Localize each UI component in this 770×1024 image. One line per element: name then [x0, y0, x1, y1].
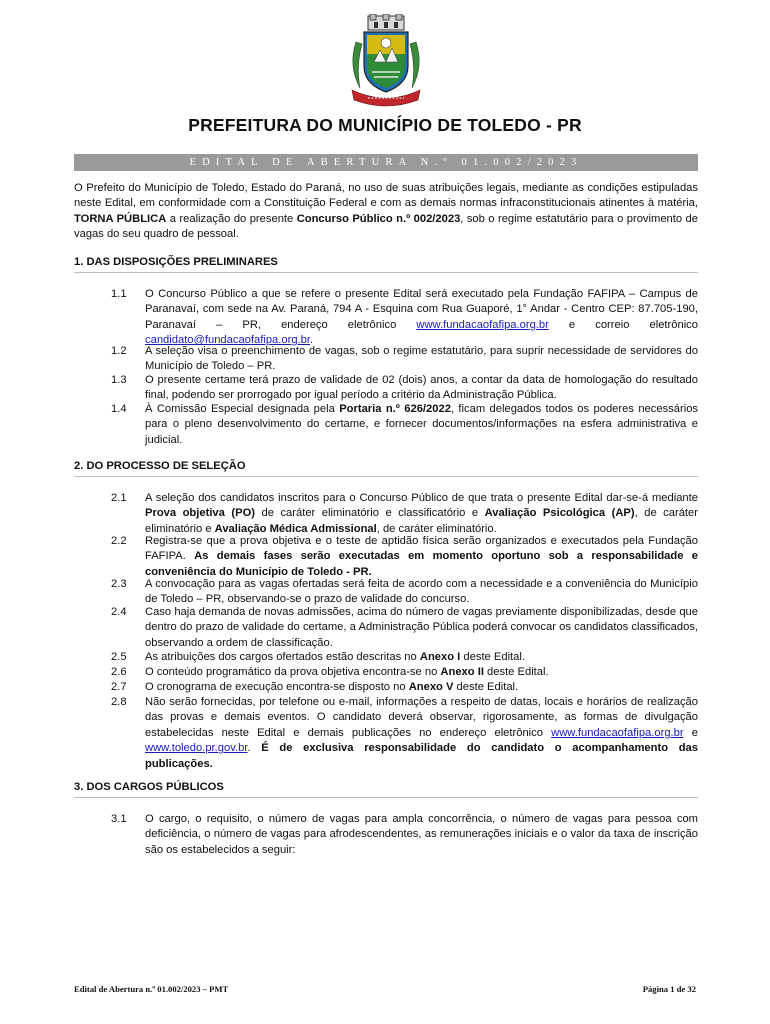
clause-text: O presente certame terá prazo de validade de 02 (dois) anos, a contar da data de homologação do resultado final, podendo ser prorrogado por igual período a critério da Administração Pública.	[145, 374, 698, 402]
clause-text: A seleção visa o preenchimento de vagas, sob o regime estatutário, para suprir necessidade de servidores do Município de Toledo – PR.	[145, 345, 698, 373]
clause-number: 1.3	[111, 374, 127, 386]
clause-1-4	[74, 402, 698, 448]
clause-1-3	[74, 373, 698, 404]
clause-text: O conteúdo programático da prova objetiva encontra-se no Anexo II deste Edital.	[145, 666, 549, 678]
candidate-email-link[interactable]: candidato@fundacaofafipa.org.br	[145, 334, 310, 347]
clause-number: 3.1	[111, 813, 127, 825]
clause-2-2	[74, 534, 698, 580]
clause-text: O cargo, o requisito, o número de vagas para ampla concorrência, o número de vagas para pessoa com deficiência, o número de vagas para afrodescendentes, as remunerações iniciais e o valor da taxa de inscrição são os estabelecidos a seguir:	[145, 813, 698, 856]
section-heading-3: 3. DOS CARGOS PÚBLICOS	[74, 781, 698, 798]
clause-text: Caso haja demanda de novas admissões, acima do número de vagas previamente disponibilizadas, desde que dentro do prazo de validade do certame, a Administração Pública poderá convocar os candidatos classificados, observando a ordem de classificação.	[145, 606, 698, 649]
clause-2-1	[74, 491, 698, 537]
toledo-website-link[interactable]: www.toledo.pr.gov.br	[145, 742, 248, 755]
clause-2-3	[74, 577, 698, 608]
clause-number: 2.5	[111, 651, 127, 663]
clause-number: 2.1	[111, 492, 127, 504]
clause-number: 1.4	[111, 403, 127, 415]
clause-1-1	[74, 287, 698, 349]
clause-text: As atribuições dos cargos ofertados estão descritas no Anexo I deste Edital.	[145, 651, 525, 663]
clause-2-6	[74, 665, 698, 680]
clause-text: Não serão fornecidas, por telefone ou e-mail, informações a respeito de datas, locais e horários de realização das provas e demais eventos. O candidato deverá observar, rigorosamente, as formas de divulgação estabelecidas neste Edital e demais publicações no endereço eletrônico www.fundacaofafipa.org.br e www.toledo.pr.gov.br. É de exclusiva responsabilidade do candidato o acompanhamento das publicações.	[145, 696, 698, 770]
clause-text: O cronograma de execução encontra-se disposto no Anexo V deste Edital.	[145, 681, 519, 693]
clause-number: 2.7	[111, 681, 127, 693]
fafipa-website-link[interactable]: www.fundacaofafipa.org.br	[416, 318, 549, 331]
clause-number: 2.2	[111, 535, 127, 547]
edital-number-banner: EDITAL DE ABERTURA N.º 01.002/2023	[74, 154, 698, 171]
intro-paragraph: O Prefeito do Município de Toledo, Estado do Paraná, no uso de suas atribuições legais, mediante as condições estipuladas neste Edital, em conformidade com a Constituição Federal e com as demais normas infraconstitucionais atinentes à matéria, TORNA PÚBLICA a realização do presente Concurso Público n.º 002/2023, sob o regime estatutário para o provimento de vagas do seu quadro de pessoal.	[74, 182, 698, 241]
clause-text: Registra-se que a prova objetiva e o teste de aptidão física serão organizados e executados pela Fundação FAFIPA. As demais fases serão executadas em momento oportuno sob a responsabilidade e conveniência do Município de Toledo - PR.	[145, 535, 698, 578]
clause-number: 1.1	[111, 288, 127, 300]
clause-number: 2.8	[111, 696, 127, 708]
fafipa-website-link[interactable]: www.fundacaofafipa.org.br	[551, 726, 684, 739]
footer-document-reference: Edital de Abertura n.º 01.002/2023 – PMT	[74, 984, 229, 994]
clause-number: 2.4	[111, 606, 127, 618]
clause-text: À Comissão Especial designada pela Portaria n.º 626/2022, ficam delegados todos os poderes necessários para o pleno desenvolvimento do certame, e fornecer documentos/informações na esfera administrativa e judicial.	[145, 403, 699, 446]
clause-2-8	[74, 695, 698, 772]
section-heading-1: 1. DAS DISPOSIÇÕES PRELIMINARES	[74, 256, 698, 273]
clause-text: A seleção dos candidatos inscritos para o Concurso Público de que trata o presente Edital dar-se-á mediante Prova objetiva (PO) de caráter eliminatório e classificatório e Avaliação Psicológica (AP), de caráter eliminatório e Avaliação Médica Admissional, de caráter eliminatório.	[145, 492, 698, 535]
clause-2-7	[74, 680, 698, 695]
clause-number: 1.2	[111, 345, 127, 357]
clause-text: O Concurso Público a que se refere o presente Edital será executado pela Fundação FAFIPA – Campus de Paranavaí, com sede na Av. Paraná, 794 A - Esquina com Rua Guaporé, 1° Andar - Centro CEP: 87.705-190, Paranavaí – PR, endereço eletrônico www.fundacaofafipa.org.br e correio eletrônico candidato@fundacaofafipa.org.br.	[145, 288, 698, 347]
clause-text: A convocação para as vagas ofertadas será feita de acordo com a necessidade e a conveniência do Município de Toledo – PR, observando-se o prazo de validade do concurso.	[145, 578, 698, 606]
clause-number: 2.3	[111, 578, 127, 590]
clause-2-5	[74, 650, 698, 665]
clause-2-4	[74, 605, 698, 651]
clause-1-2	[74, 344, 698, 375]
page-title: PREFEITURA DO MUNICÍPIO DE TOLEDO - PR	[188, 115, 582, 135]
footer-page-number: Página 1 de 32	[642, 984, 696, 994]
section-heading-2: 2. DO PROCESSO DE SELEÇÃO	[74, 460, 698, 477]
clause-number: 2.6	[111, 666, 127, 678]
clause-3-1	[74, 812, 698, 858]
municipal-coat-of-arms-icon	[346, 14, 426, 108]
